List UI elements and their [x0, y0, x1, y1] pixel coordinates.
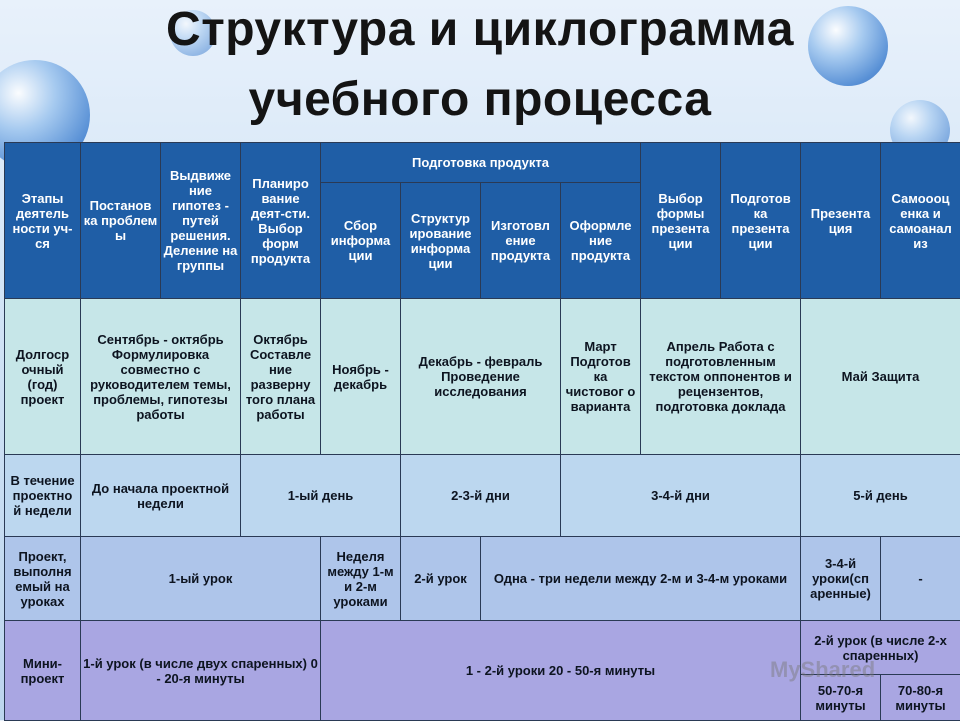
- header-hypotheses: Выдвиже ние гипотез - путей решения. Деление на группы: [161, 143, 241, 299]
- title-line-2: учебного процесса: [0, 72, 960, 128]
- table-cell: До начала проектной недели: [81, 455, 241, 537]
- table-cell: 5-й день: [801, 455, 960, 537]
- row-label: Долгоср очный (год) проект: [5, 299, 81, 455]
- header-collect-info: Сбор информа ции: [321, 183, 401, 299]
- table-cell: Сентябрь - октябрь Формулировка совместно с руководителем темы, проблемы, гипотезы работы: [81, 299, 241, 455]
- table-cell: 2-й урок: [401, 537, 481, 621]
- table-cell: 2-3-й дни: [401, 455, 561, 537]
- header-problem: Постанов ка проблем ы: [81, 143, 161, 299]
- watermark-logo: MyShared: [770, 657, 930, 687]
- header-planning: Планиро вание деят-сти. Выбор форм продукта: [241, 143, 321, 299]
- header-self-assessment: Самоооц енка и самоанал из: [881, 143, 960, 299]
- table-cell: Май Защита: [801, 299, 960, 455]
- table-cell: Октябрь Составле ние разверну того плана работы: [241, 299, 321, 455]
- table-row-lessons: [5, 537, 960, 621]
- header-row: [5, 143, 960, 183]
- table-cell: 50-70-я минуты: [801, 675, 881, 721]
- table-row-long-project: [5, 299, 960, 455]
- header-structure-info: Структур ирование информа ции: [401, 183, 481, 299]
- table-cell: 1-ый день: [241, 455, 401, 537]
- table-cell: 1-й урок (в числе двух спаренных) 0 - 20-я минуты: [81, 621, 321, 721]
- header-presentation-form: Выбор формы презента ции: [641, 143, 721, 299]
- header-presentation-prep: Подготов ка презента ции: [721, 143, 801, 299]
- table-cell: Апрель Работа с подготовленным текстом оппонентов и рецензентов, подготовка доклада: [641, 299, 801, 455]
- table-cell: 3-4-й дни: [561, 455, 801, 537]
- schedule-table: [4, 142, 960, 721]
- header-product-prep: Подготовка продукта: [321, 143, 641, 183]
- table-cell: 1-ый урок: [81, 537, 321, 621]
- table-cell: Одна - три недели между 2-м и 3-4-м уроками: [481, 537, 801, 621]
- header-presentation: Презента ция: [801, 143, 881, 299]
- table-cell: -: [881, 537, 960, 621]
- table-cell: Ноябрь - декабрь: [321, 299, 401, 455]
- table-cell: Декабрь - февраль Проведение исследования: [401, 299, 561, 455]
- table-cell: 70-80-я минуты: [881, 675, 960, 721]
- header-stages: Этапы деятель ности уч-ся: [5, 143, 81, 299]
- row-label: Проект, выполня емый на уроках: [5, 537, 81, 621]
- table-cell: Март Подготов ка чистовог о варианта: [561, 299, 641, 455]
- header-make-product: Изготовл ение продукта: [481, 183, 561, 299]
- table-cell: 3-4-й уроки(сп аренные): [801, 537, 881, 621]
- table-cell: 2-й урок (в числе 2-х спаренных): [801, 621, 960, 675]
- header-design-product: Оформле ние продукта: [561, 183, 641, 299]
- table-row-project-week: [5, 455, 960, 537]
- title-line-1: Структура и циклограмма: [0, 2, 960, 58]
- row-label: В течение проектно й недели: [5, 455, 81, 537]
- table-cell: Неделя между 1-м и 2-м уроками: [321, 537, 401, 621]
- table-cell: 1 - 2-й уроки 20 - 50-я минуты: [321, 621, 801, 721]
- row-label: Мини- проект: [5, 621, 81, 721]
